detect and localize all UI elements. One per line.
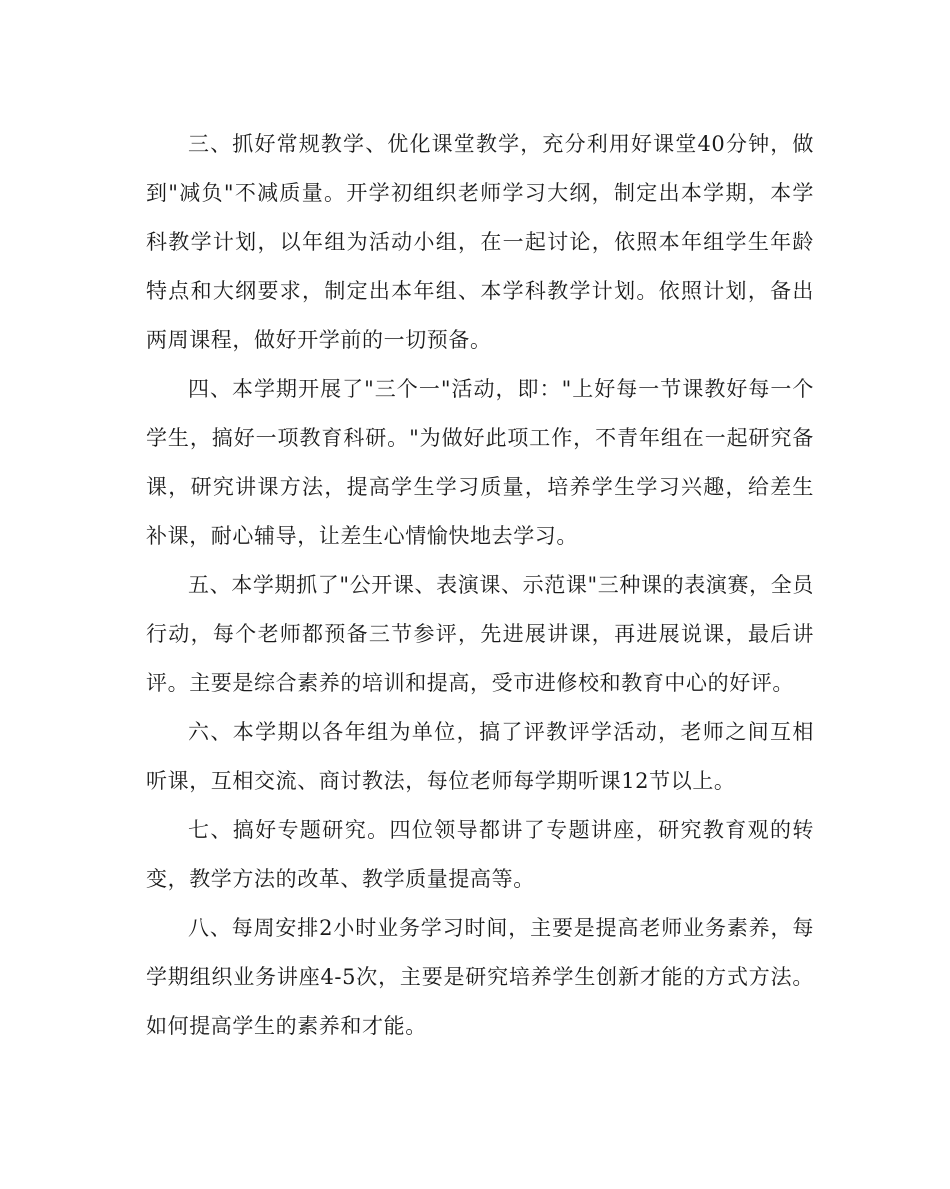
paragraph-section-3: 三、抓好常规教学、优化课堂教学，充分利用好课堂40分钟，做到"减负"不减质量。开学初组织老师学习大纲，制定出本学期，本学科教学计划，以年组为活动小组，在一起讨论，依照本年组学生年龄特点和大纲要求，制定出本年组、本学科教学计划。依照计划，备出两周课程，做好开学前的一切预备。 [146,132,814,352]
paragraph-section-7: 七、搞好专题研究。四位领导都讲了专题讲座，研究教育观的转变，教学方法的改革、教学质量提高等。 [146,818,814,891]
paragraph-section-5: 五、本学期抓了"公开课、表演课、示范课"三种课的表演赛，全员行动，每个老师都预备三节参评，先进展讲课，再进展说课，最后讲评。主要是综合素养的培训和提高，受市进修校和教育中心的好评。 [146,573,814,695]
paragraph-section-6: 六、本学期以各年组为单位，搞了评教评学活动，老师之间互相听课，互相交流、商讨教法，每位老师每学期听课12节以上。 [146,720,814,793]
paragraph-section-8: 八、每周安排2小时业务学习时间，主要是提高老师业务素养，每学期组织业务讲座4-5次，主要是研究培养学生创新才能的方式方法。如何提高学生的素养和才能。 [146,916,814,1038]
paragraph-section-4: 四、本学期开展了"三个一"活动，即："上好每一节课教好每一个学生，搞好一项教育科研。"为做好此项工作，不青年组在一起研究备课，研究讲课方法，提高学生学习质量，培养学生学习兴趣，给差生补课，耐心辅导，让差生心情愉快地去学习。 [146,377,814,548]
document-body [146,120,814,1051]
